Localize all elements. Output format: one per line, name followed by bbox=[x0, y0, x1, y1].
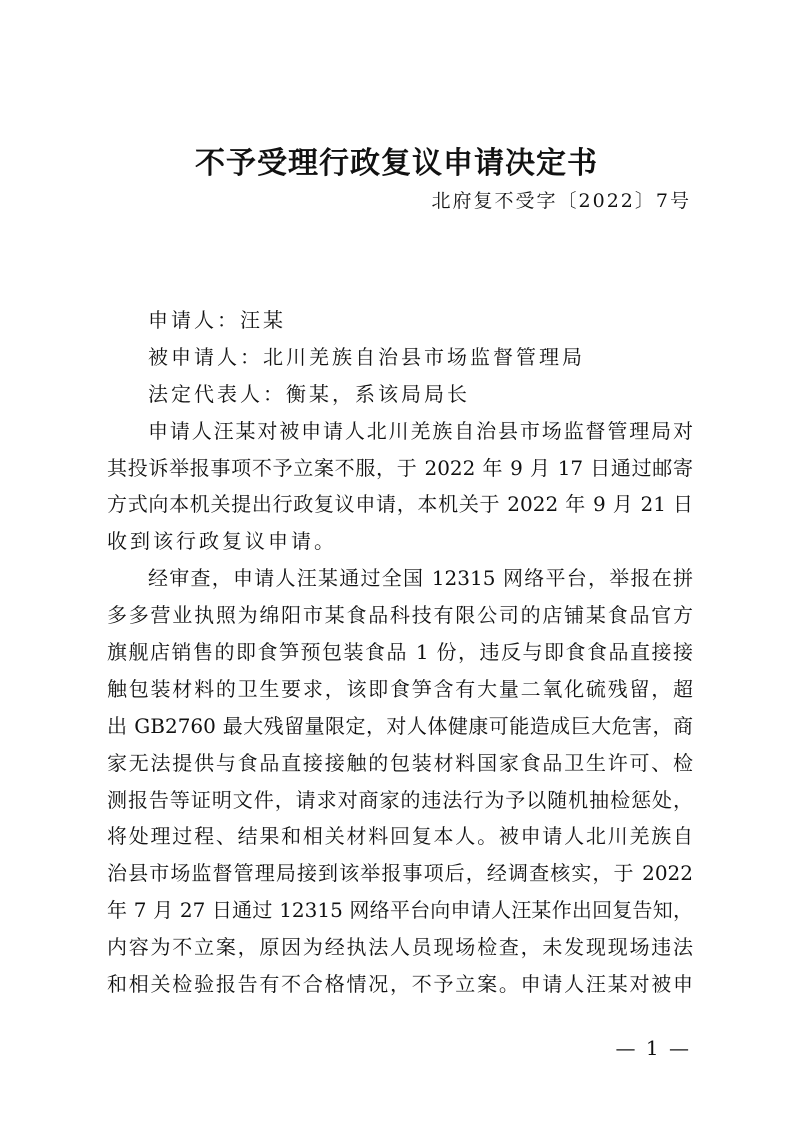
text-line: 治县市场监督管理局接到该举报事项后，经调查核实，于 2022 bbox=[107, 861, 693, 886]
text-line: 多多营业执照为绵阳市某食品科技有限公司的店铺某食品官方 bbox=[107, 603, 693, 628]
text-line: 经审查，申请人汪某通过全国 12315 网络平台，举报在拼 bbox=[148, 566, 693, 591]
text-line: 测报告等证明文件，请求对商家的违法行为予以随机抽检惩处， bbox=[107, 787, 693, 812]
text-line: 申请人汪某对被申请人北川羌族自治县市场监督管理局对 bbox=[148, 418, 693, 443]
text-line: 将处理过程、结果和相关材料回复本人。被申请人北川羌族自 bbox=[107, 824, 693, 849]
text-line: 旗舰店销售的即食笋预包装食品 1 份，违反与即食食品直接接 bbox=[107, 640, 693, 665]
text-line: 收到该行政复议申请。 bbox=[107, 529, 337, 554]
document-number: 北府复不受字〔2022〕7号 bbox=[431, 190, 691, 212]
text-line: 法定代表人：衡某，系该局局长 bbox=[148, 381, 470, 406]
text-line: 和相关检验报告有不合格情况，不予立案。申请人汪某对被申 bbox=[107, 972, 693, 997]
text-line: 申请人：汪某 bbox=[148, 308, 286, 332]
text-line: 出 GB2760 最大残留量限定，对人体健康可能造成巨大危害，商 bbox=[107, 713, 693, 738]
text-line: 内容为不立案，原因为经执法人员现场检查，未发现现场违法 bbox=[107, 935, 693, 960]
text-line: 年 7 月 27 日通过 12315 网络平台向申请人汪某作出回复告知， bbox=[107, 898, 693, 923]
text-line: 被申请人：北川羌族自治县市场监督管理局 bbox=[148, 344, 585, 369]
document-body bbox=[107, 302, 693, 1003]
text-line: 触包装材料的卫生要求，该即食笋含有大量二氧化硫残留，超 bbox=[107, 676, 693, 701]
text-line: 方式向本机关提出行政复议申请，本机关于 2022 年 9 月 21 日 bbox=[107, 492, 693, 517]
text-line: 家无法提供与食品直接接触的包装材料国家食品卫生许可、检 bbox=[107, 750, 693, 775]
text-line: 其投诉举报事项不予立案不服，于 2022 年 9 月 17 日通过邮寄 bbox=[107, 455, 693, 480]
page-number: — 1 — bbox=[615, 1036, 691, 1060]
document-title: 不予受理行政复议申请决定书 bbox=[195, 146, 598, 181]
